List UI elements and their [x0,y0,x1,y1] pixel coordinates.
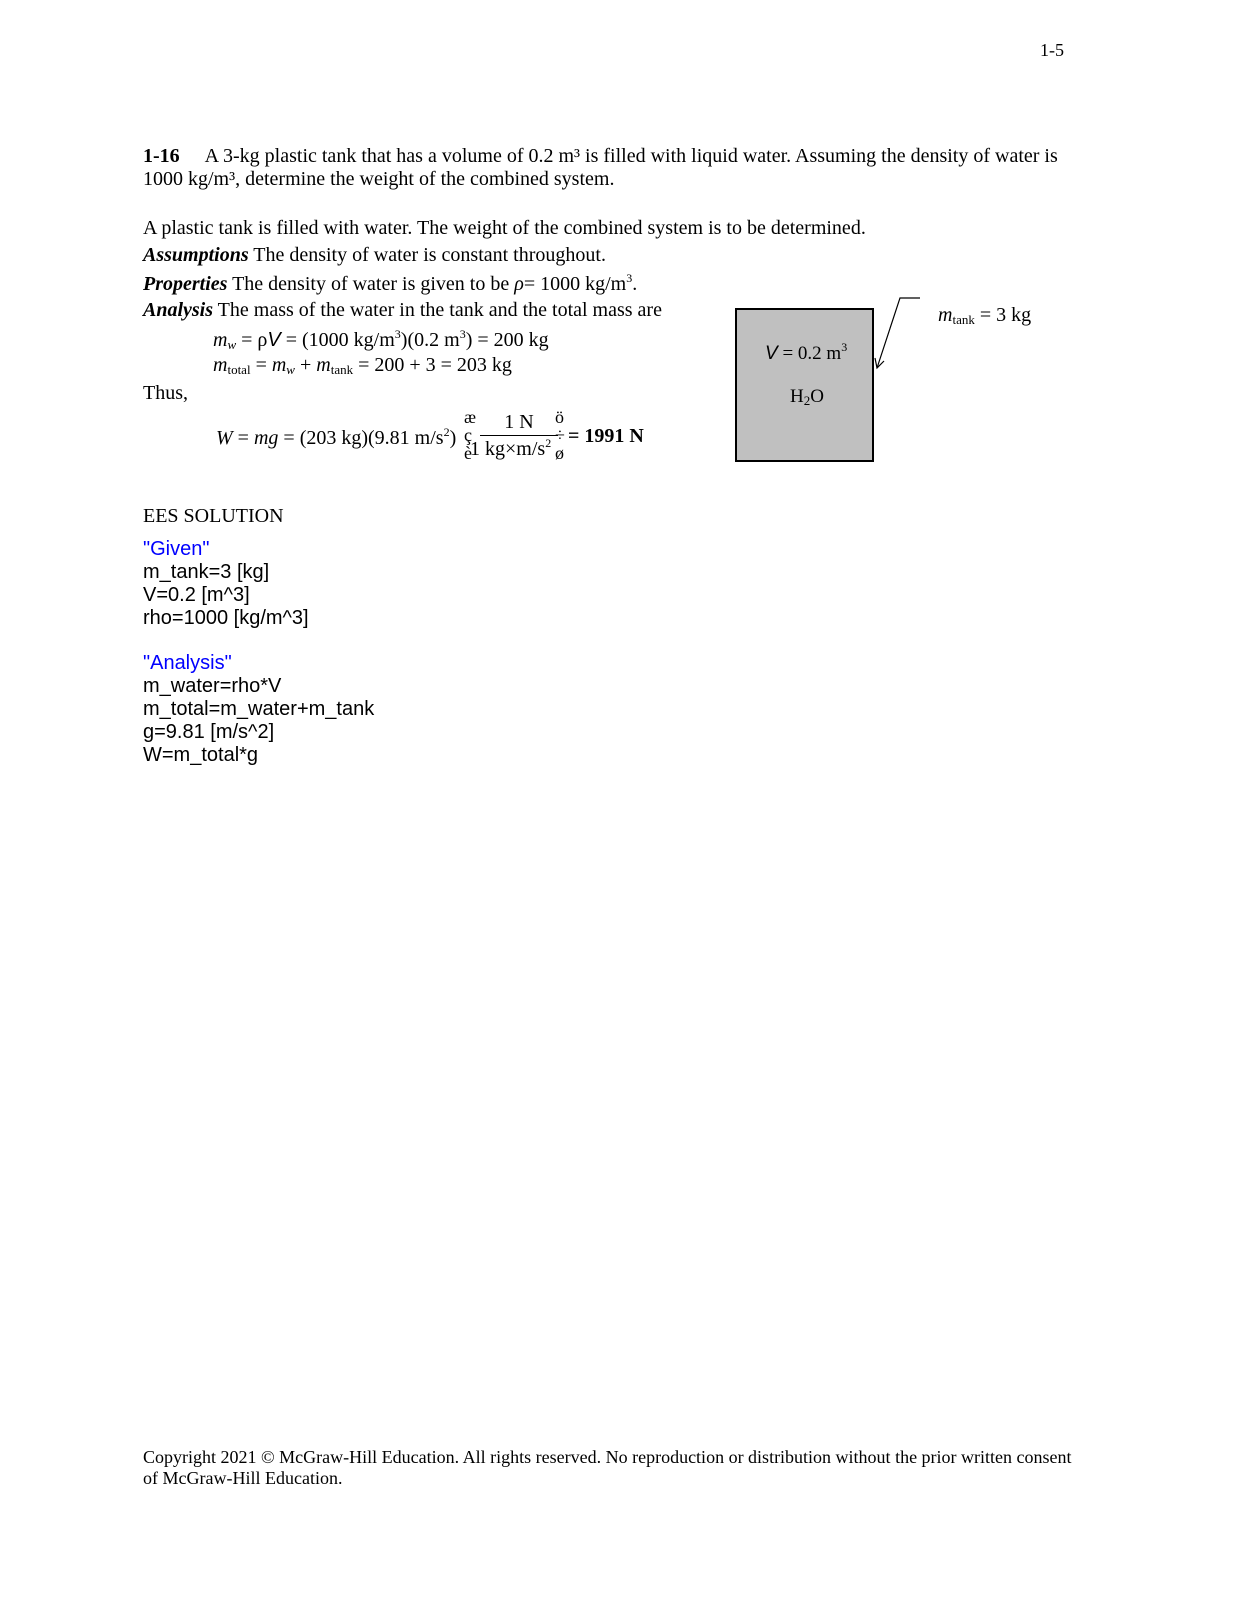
eq3-paren: ) [449,427,457,449]
ees-given-line-3: rho=1000 [kg/m^3] [143,607,309,629]
eq1-volume-var: V [267,329,281,351]
tank-volume-label [765,340,847,365]
eq3-right-brace [555,408,565,462]
substance-sub: 2 [803,393,811,408]
substance-h: H [790,386,804,407]
eq3-equals2: = [283,427,295,449]
tank-substance-label [790,386,824,409]
eq3-brace-mr: ÷ [555,425,565,445]
ees-analysis-line-3: g=9.81 [m/s^2] [143,721,275,743]
ees-given-line-2: V=0.2 [m^3] [143,584,250,606]
properties-label: Properties [143,273,228,295]
ees-given-line-1: m_tank=3 [kg] [143,561,270,583]
analysis-label: Analysis [143,299,214,321]
problem-number: 1-16 [143,145,180,167]
eq1-part3: ) = 200 kg [465,329,549,351]
equation-total-mass [213,354,512,378]
eq3-numerator: 1 N [504,411,534,433]
eq3-lhs: W [216,427,233,449]
eq3-equals1: = [237,427,249,449]
eq2-lhs: m [213,354,228,376]
properties-value: = 1000 kg/m [523,273,627,295]
eq2-mw-sub: w [286,362,295,377]
eq1-exp1: 3 [394,327,401,341]
eq1-rho: = ρ [241,329,268,351]
assumptions-text: The density of water is constant throughout. [253,244,606,266]
ees-analysis-line-1: m_water=rho*V [143,675,282,697]
eq2-mtank-sub: tank [330,362,354,377]
equation-weight [216,425,456,450]
tank-volume-exp: 3 [841,340,848,354]
properties-end: . [632,273,638,295]
eq1-lhs-sub: w [227,337,237,352]
problem-statement [143,145,1083,191]
eq3-result: = 1991 N [568,425,644,447]
rho-symbol: ρ [514,273,524,295]
tank-volume-text: = 0.2 m [782,343,842,364]
properties-exponent: 3 [626,271,633,285]
eq3-den-exp: 2 [545,436,552,450]
tank-diagram [735,308,874,462]
ees-analysis-comment: "Analysis" [143,652,232,674]
eq1-exp2: 3 [459,327,466,341]
problem-text: A 3-kg plastic tank that has a volume of 0.2 m³ is filled with liquid water. Assuming the density of water is 1000 kg/m³, determine the weight of the combined system. [143,145,1058,190]
thus-text: Thus, [143,382,188,404]
solution-intro: A plastic tank is filled with water. The weight of the combined system is to be determined. [143,217,866,239]
eq3-fraction [470,411,558,461]
eq3-mg: mg [253,427,279,449]
ees-given-comment: "Given" [143,538,210,560]
equation-water-mass [213,327,549,353]
eq3-brace-tl: æ [464,407,477,427]
properties-text: The density of water is given to be [232,273,510,295]
eq3-brace-bl: è [464,443,472,463]
substance-o: O [810,386,824,407]
copyright-footer: Copyright 2021 © McGraw-Hill Education. All rights reserved. No reproduction or distribution without the prior written consent of McGraw-Hill Education. [143,1447,1072,1488]
analysis-paragraph [143,299,662,322]
ees-analysis-line-2: m_total=m_water+m_tank [143,698,375,720]
page-number: 1-5 [1040,40,1064,60]
eq1-part1: = (1000 kg/m [285,329,395,351]
analysis-text: The mass of the water in the tank and the total mass are [217,299,662,321]
ees-heading: EES SOLUTION [143,505,284,527]
tank-mass-label [938,304,1031,328]
eq2-mtank: m [316,354,331,376]
assumptions-label: Assumptions [143,244,249,266]
eq2-lhs-sub: total [227,362,251,377]
tank-volume-var: V [765,343,778,364]
eq1-lhs: m [213,329,228,351]
ees-analysis-line-4: W=m_total*g [143,744,259,766]
eq2-rest: = 200 + 3 = 203 kg [358,354,512,376]
eq3-part1: (203 kg)(9.81 m/s [299,427,444,449]
eq3-denominator: 1 kg×m/s [470,438,546,460]
eq3-brace-tr: ö [555,407,564,427]
tank-leader-line [872,294,922,374]
eq2-mw: m [271,354,287,376]
eq2-plus: + [299,354,312,376]
tank-mass-sub: tank [952,312,975,327]
assumptions-paragraph [143,244,606,267]
tank-mass-text: = 3 kg [979,304,1032,326]
eq3-exp: 2 [443,425,450,439]
eq1-part2: )(0.2 m [400,329,460,351]
tank-mass-var: m [938,304,953,326]
properties-paragraph [143,271,637,296]
eq2-equals: = [255,354,267,376]
eq3-brace-br: ø [555,443,564,463]
eq3-brace-ml: ç [464,425,472,445]
